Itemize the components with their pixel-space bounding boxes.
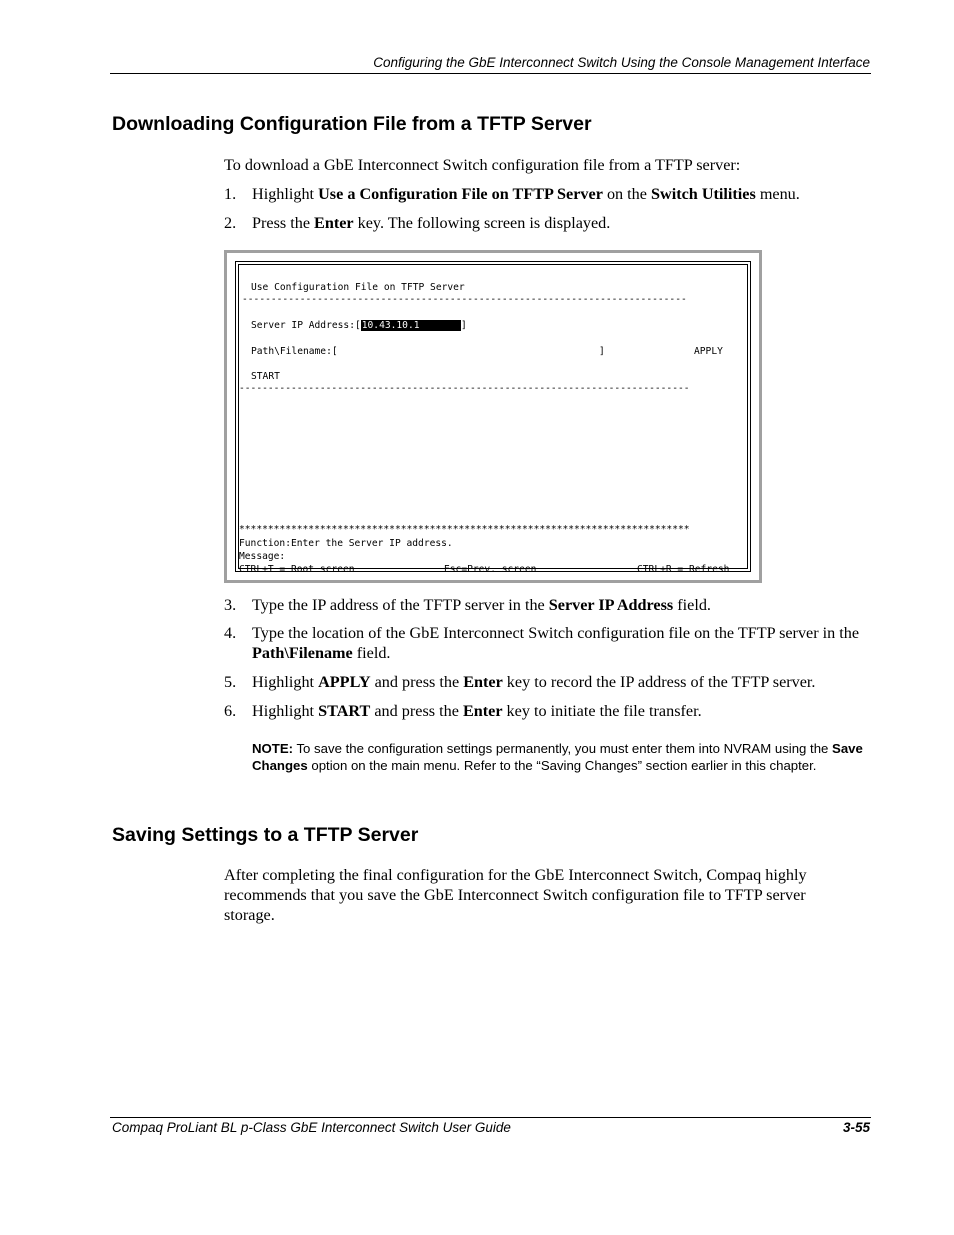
start-option[interactable]: START: [251, 371, 280, 382]
key-prev-screen[interactable]: Esc=Prev. screen: [444, 564, 537, 575]
console-path-label[interactable]: Path\Filename:[: [251, 346, 338, 357]
footer-title: Compaq ProLiant BL p-Class GbE Interconnect Switch User Guide: [112, 1120, 511, 1135]
page-number: 3-55: [842, 1120, 870, 1135]
console-function-line: Function:Enter the Server IP address.: [239, 538, 453, 549]
console-divider: -----------------------------------------------------------------------------: [242, 294, 687, 305]
server-ip-field[interactable]: 10.43.10.1: [361, 320, 460, 331]
step-number: 6.: [224, 702, 237, 720]
step-text: Type the IP address of the TFTP server in the Server IP Address field.: [252, 596, 711, 614]
step-text: Highlight APPLY and press the Enter key to record the IP address of the TFTP server.: [252, 673, 816, 691]
step-text: Type the location of the GbE Interconnect Switch configuration file on the TFTP server in the Path\Filename field.: [252, 624, 860, 662]
console-ip-row: Server IP Address:[10.43.10.1 ]: [251, 320, 467, 331]
step-number: 3.: [224, 596, 237, 614]
console-message-line: Message:: [239, 551, 286, 562]
intro-paragraph: To download a GbE Interconnect Switch configuration file from a TFTP server:: [224, 156, 741, 174]
step-text: Highlight Use a Configuration File on TFTP Server on the Switch Utilities menu.: [252, 185, 800, 203]
console-title: Use Configuration File on TFTP Server: [251, 282, 465, 293]
note-callout: NOTE: To save the configuration settings permanently, you must enter them into NVRAM using the Save Changes option on the main menu. Refer to the “Saving Changes” section earlier in this chapter.: [252, 741, 863, 773]
console-stars-divider: ******************************************************************************: [239, 524, 690, 535]
key-root-screen[interactable]: CTRL+T = Root screen: [239, 564, 355, 575]
apply-option[interactable]: APPLY: [694, 346, 723, 357]
key-refresh[interactable]: CTRL+R = Refresh: [637, 564, 730, 575]
note-label: NOTE:: [252, 741, 294, 756]
console-path-close: ]: [599, 346, 605, 357]
step-number: 2.: [224, 214, 237, 232]
console-screenshot: [224, 250, 762, 583]
console-divider: ------------------------------------------------------------------------------: [239, 383, 690, 394]
running-header: Configuring the GbE Interconnect Switch Using the Console Management Interface: [373, 55, 870, 70]
footer-rule: [110, 1117, 871, 1118]
step-number: 5.: [224, 673, 237, 691]
saving-paragraph: After completing the final configuration for the GbE Interconnect Switch, Compaq highly recommends that you save the GbE Interconnect Switch configuration file to TFTP server storage.: [224, 866, 807, 924]
section-heading-downloading: Downloading Configuration File from a TFTP Server: [112, 113, 592, 135]
step-text: Highlight START and press the Enter key to initiate the file transfer.: [252, 702, 702, 720]
step-number: 1.: [224, 185, 237, 203]
step-text: Press the Enter key. The following screen is displayed.: [252, 214, 611, 232]
console-frame: [235, 261, 751, 575]
header-rule: [110, 73, 871, 74]
section-heading-saving: Saving Settings to a TFTP Server: [112, 824, 419, 846]
step-number: 4.: [224, 624, 237, 642]
